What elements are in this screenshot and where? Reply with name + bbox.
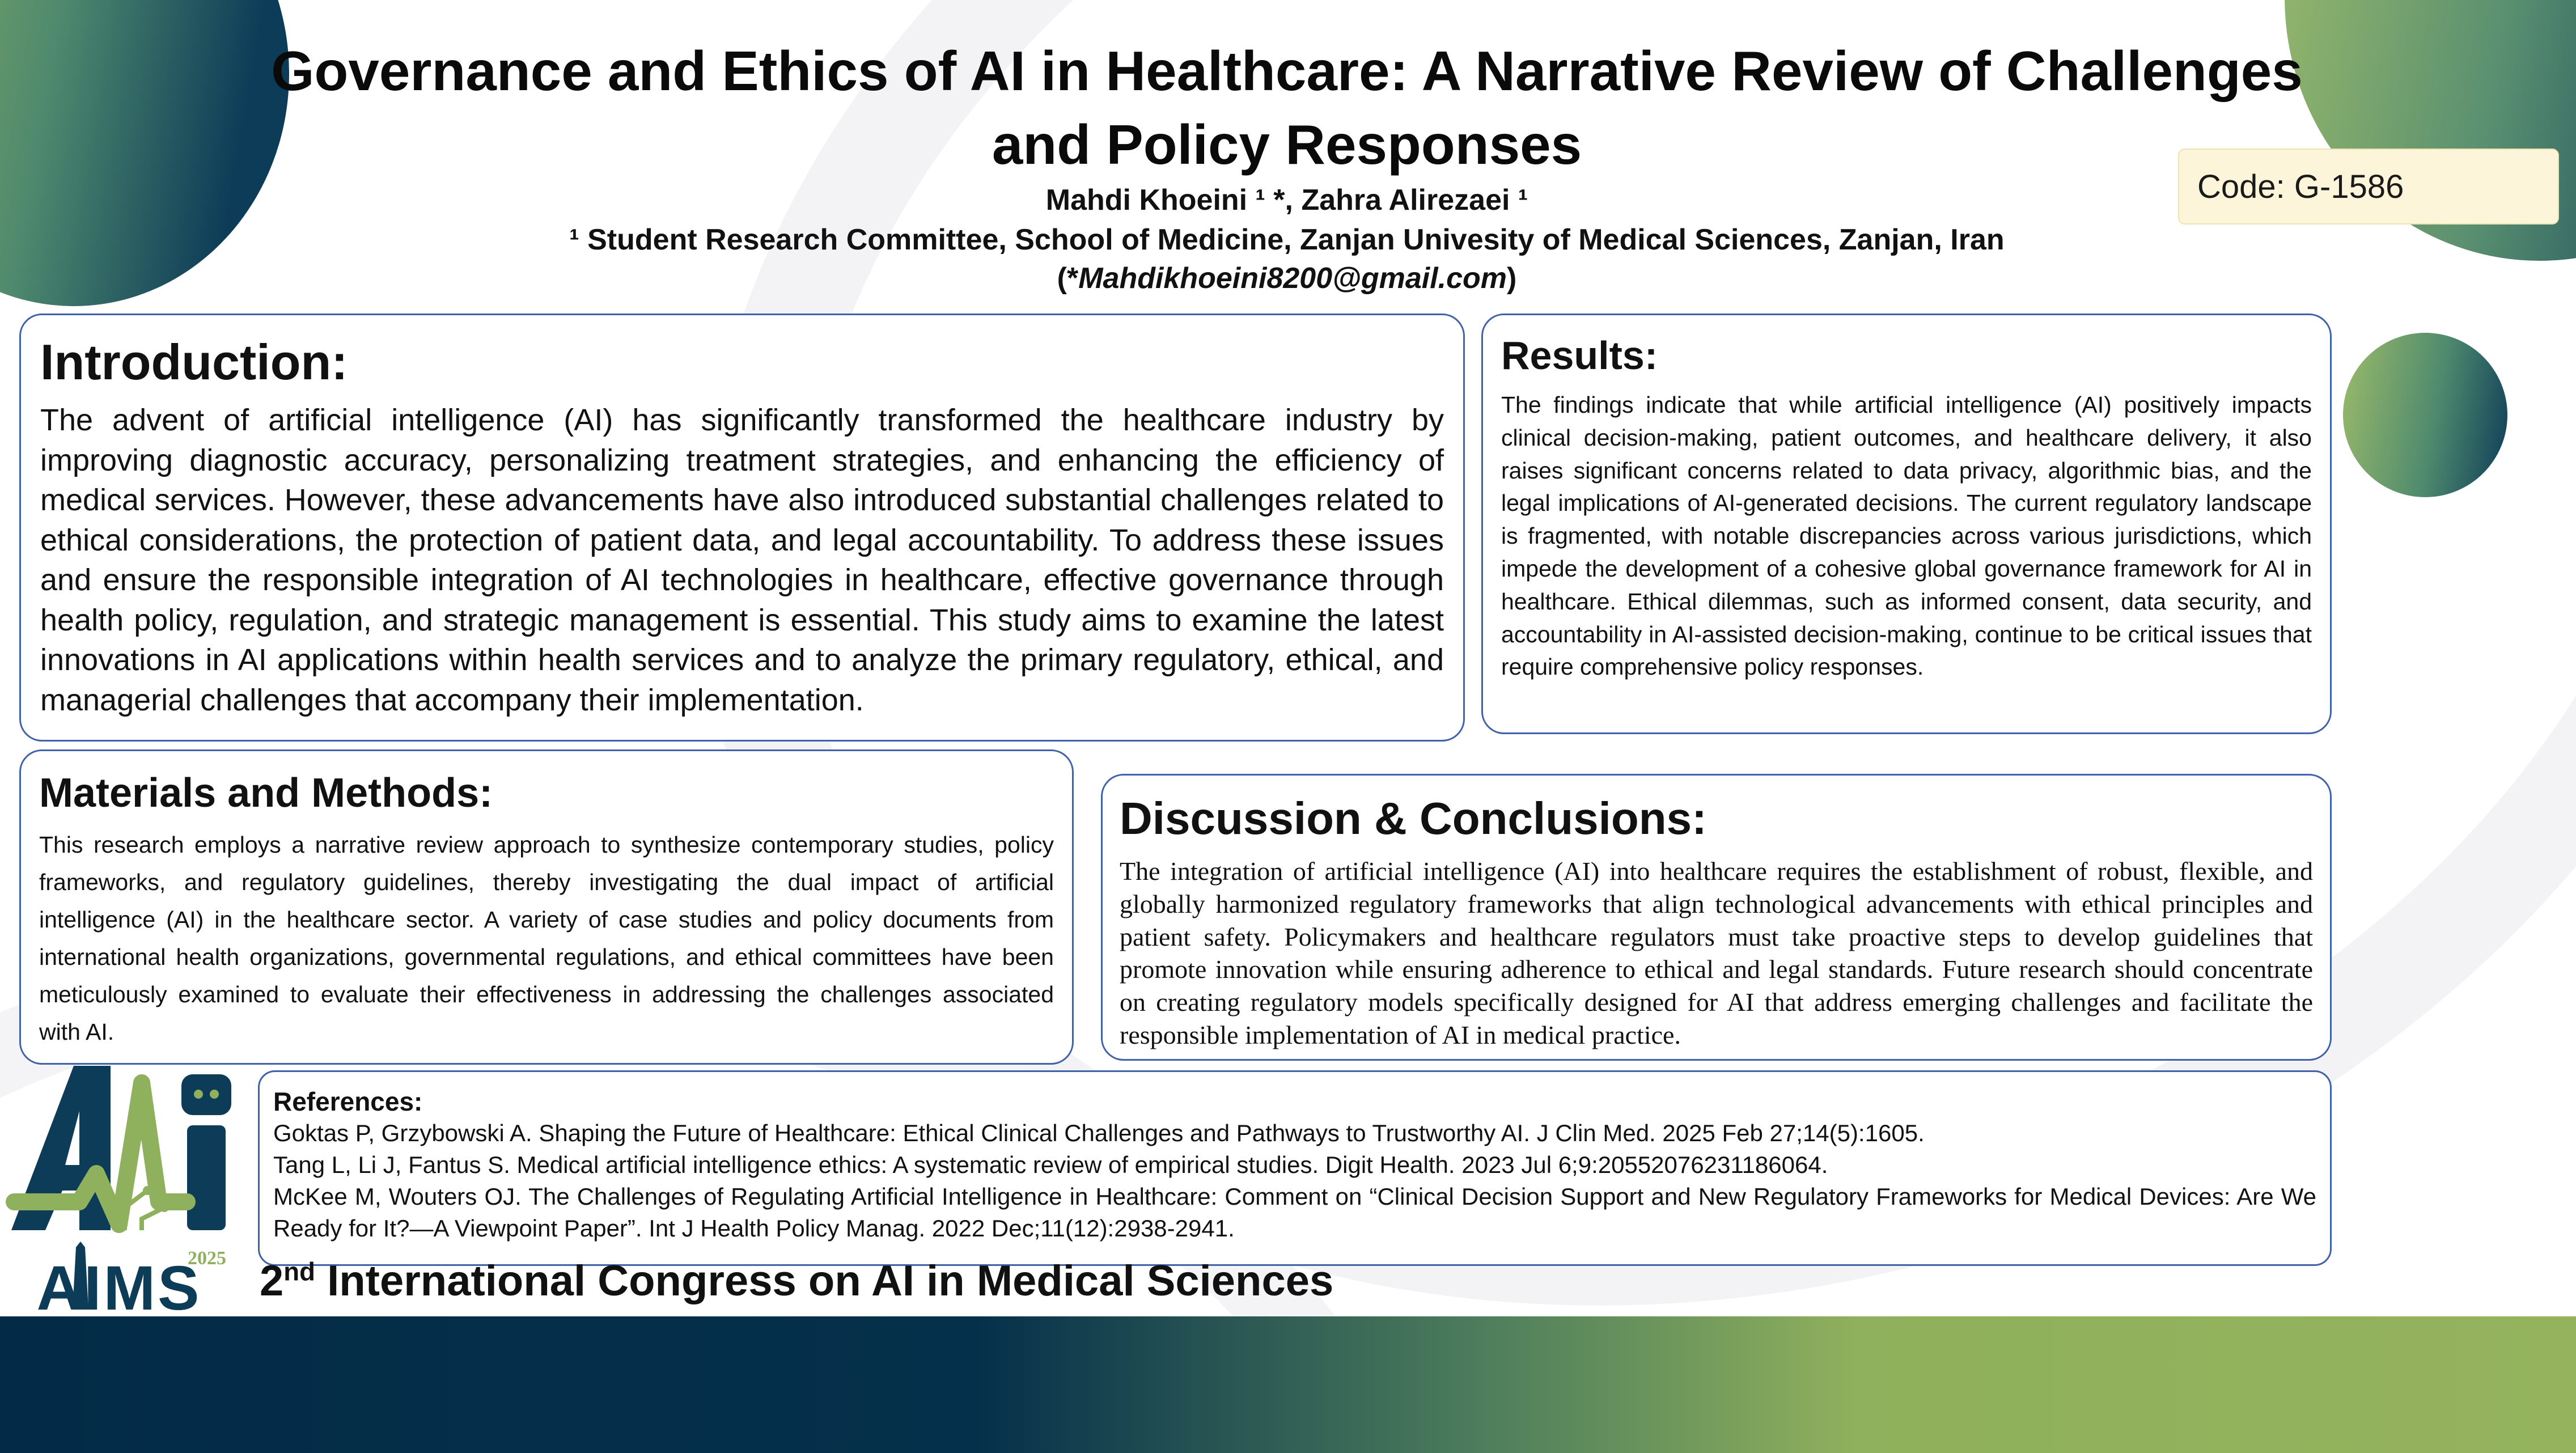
reference-item: Tang L, Li J, Fantus S. Medical artificial intelligence ethics: A systematic review of empirical studies. Digit Health. 2023 Jul 6;9:20552076231186064. xyxy=(273,1151,1828,1178)
references-heading: References: xyxy=(273,1087,423,1116)
reference-item: Goktas P, Grzybowski A. Shaping the Future of Healthcare: Ethical Clinical Challenges and Pathways to Trustworthy AI. J Clin Med. 2025 Feb 27;14(5):1605. xyxy=(273,1120,1925,1146)
discussion-heading-colon: : xyxy=(1692,793,1707,844)
discussion-heading-text: Discussion & Conclusions xyxy=(1120,793,1692,844)
congress-number: 2 xyxy=(260,1257,284,1305)
aims-logo xyxy=(6,1060,244,1315)
contact-email-line xyxy=(238,260,2336,297)
introduction-section xyxy=(19,314,1465,742)
email-open: (* xyxy=(1057,262,1079,295)
discussion-body: The integration of artificial intelligence (AI) into healthcare requires the establishment of robust, flexible, and globally harmonized regulatory frameworks that align technological advancements with ethical principles and patient safety. Policymakers and healthcare regulators must take proactive steps to develop guidelines that promote innovation while ensuring adherence to ethical and legal standards. Future research should concentrate on creating regulatory models specifically designed for AI that address emerging challenges and facilitate the responsible implementation of AI in medical practice. xyxy=(1120,857,2313,1049)
bottom-gradient-band xyxy=(0,1316,2576,1453)
robot-head-icon xyxy=(181,1074,231,1115)
results-section xyxy=(1481,314,2332,734)
authors: Mahdi Khoeini ¹ *, Zahra Alirezaei ¹ xyxy=(1045,184,1528,217)
discussion-heading xyxy=(1120,790,2313,847)
contact-email: Mahdikhoeini8200@gmail.com xyxy=(1078,262,1507,295)
logo-letter-i-icon xyxy=(187,1125,226,1230)
methods-heading: Materials and Methods: xyxy=(39,770,493,816)
affiliation: ¹ Student Research Committee, School of Medicine, Zanjan Univesity of Medical Sciences, Zanjan, Iran xyxy=(569,223,2005,256)
logo-year: 2025 xyxy=(188,1248,226,1269)
introduction-body: The advent of artificial intelligence (AI) has significantly transformed the healthcare industry by improving diagnostic accuracy, personalizing treatment strategies, and enhancing the efficiency of medical services. However, these advancements have also introduced substantial challenges related to ethical considerations, the protection of patient data, and legal accountability. To address these issues and ensure the responsible integration of AI technologies in healthcare, effective governance through health policy, regulation, and strategic management is essential. This study aims to examine the latest innovations in AI applications within health services and to analyze the primary regulatory, ethical, and managerial challenges that accompany their implementation. xyxy=(40,403,1444,717)
poster-title: Governance and Ethics of AI in Healthcare: A Narrative Review of Challenges and Policy Responses xyxy=(271,40,2303,176)
results-heading: Results: xyxy=(1501,333,1658,378)
discussion-section xyxy=(1101,774,2332,1061)
code-badge: Code: G-1586 xyxy=(2178,149,2559,224)
congress-ordinal: nd xyxy=(283,1257,315,1286)
email-close: ) xyxy=(1507,262,1517,295)
results-body: The findings indicate that while artificial intelligence (AI) positively impacts clinical decision-making, patient outcomes, and healthcare delivery, it also raises significant concerns related to data privacy, algorithmic bias, and the legal implications of AI-generated decisions. The current regulatory landscape is fragmented, with notable discrepancies across various jurisdictions, which impede the development of a cohesive global governance framework for AI in healthcare. Ethical dilemmas, such as informed consent, data security, and accountability in AI-assisted decision-making, continue to be critical issues that require comprehensive policy responses. xyxy=(1501,392,2312,680)
references-section xyxy=(258,1070,2332,1266)
reference-item: McKee M, Wouters OJ. The Challenges of Regulating Artificial Intelligence in Healthcare: Comment on “Clinical Decision Support and New Regulatory Frameworks for Medical Devices: Are We Ready for It?—A Viewpoint Paper”. Int J Health Policy Manag. 2022 Dec;11(12):2938-2941. xyxy=(273,1183,2316,1242)
methods-body: This research employs a narrative review approach to synthesize contemporary studies, policy frameworks, and regulatory guidelines, thereby investigating the dual impact of artificial intelligence (AI) in the healthcare sector. A variety of case studies and policy documents from international health organizations, governmental regulations, and ethical committees have been meticulously examined to evaluate their effectiveness in addressing the challenges associated with AI. xyxy=(39,832,1054,1045)
logo-wordmark: AIMS xyxy=(36,1253,202,1315)
methods-section xyxy=(19,749,1074,1065)
decorative-circle-right xyxy=(2343,333,2507,497)
congress-text: International Congress on AI in Medical Sciences xyxy=(315,1257,1334,1305)
introduction-heading: Introduction: xyxy=(40,334,348,390)
congress-title xyxy=(260,1254,1333,1308)
